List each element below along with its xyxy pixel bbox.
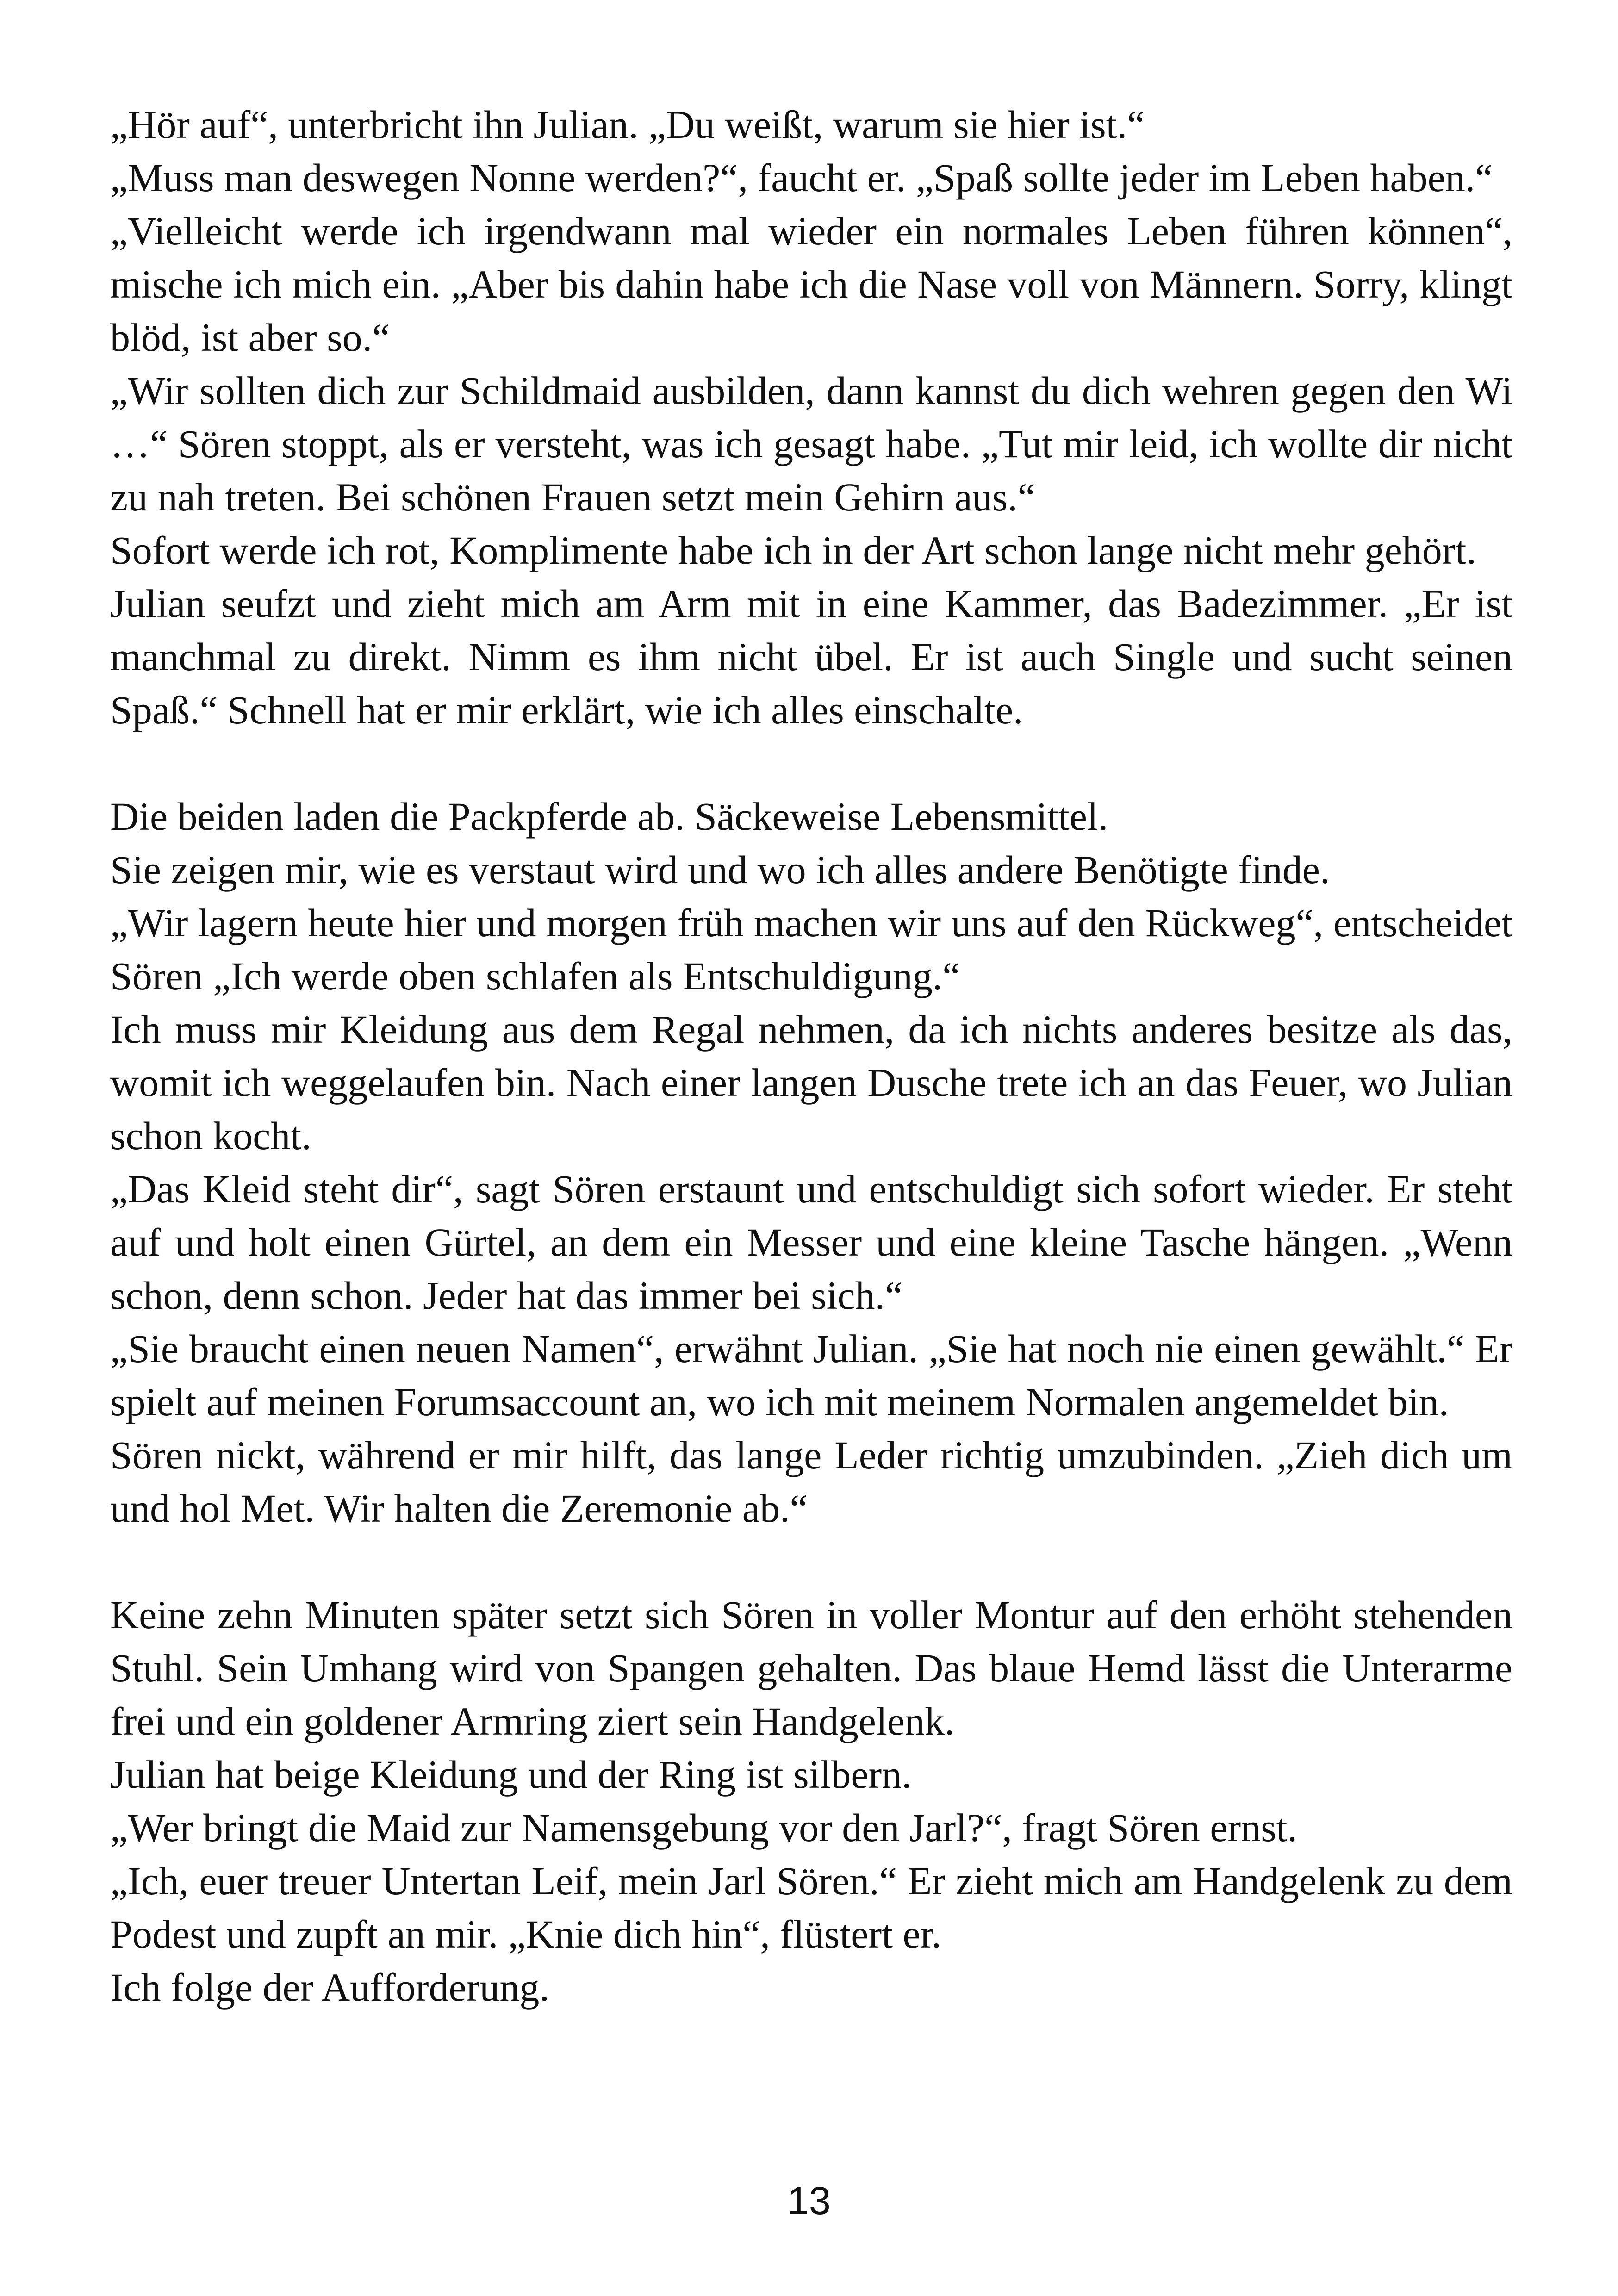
paragraph: „Wir sollten dich zur Schildmaid ausbilden, dann kannst du dich wehren gegen den Wi …“ Sören stoppt, als er versteht, was ich gesagt habe. „Tut mir leid, ich wollte dir nicht zu nah treten. Bei schönen Frauen setzt mein Gehirn aus.“ — [110, 368, 1512, 519]
paragraph: Die beiden laden die Packpferde ab. Säckeweise Lebensmittel. — [110, 794, 1108, 839]
paragraph-gap — [110, 1535, 1512, 1588]
paragraph: Sie zeigen mir, wie es verstaut wird und wo ich alles andere Benötigte finde. — [110, 847, 1330, 892]
paragraph: Ich folge der Aufforderung. — [110, 1965, 549, 2010]
paragraph: „Muss man deswegen Nonne werden?“, faucht er. „Spaß sollte jeder im Leben haben.“ — [110, 156, 1493, 200]
paragraph: „Ich, euer treuer Untertan Leif, mein Jarl Sören.“ Er zieht mich am Handgelenk zu dem Podest und zupft an mir. „Knie dich hin“, flüstert er. — [110, 1859, 1512, 1956]
paragraph: „Wir lagern heute hier und morgen früh machen wir uns auf den Rückweg“, entscheidet Sören „Ich werde oben schlafen als Entschuldigung.“ — [110, 901, 1512, 998]
paragraph: Ich muss mir Kleidung aus dem Regal nehmen, da ich nichts anderes besitze als das, womit ich weggelaufen bin. Nach einer langen Dusche trete ich an das Feuer, wo Julian schon kocht. — [110, 1007, 1512, 1158]
paragraph: Sören nickt, während er mir hilft, das lange Leder richtig umzubinden. „Zieh dich um und hol Met. Wir halten die Zeremonie ab.“ — [110, 1433, 1512, 1531]
paragraph: „Sie braucht einen neuen Namen“, erwähnt Julian. „Sie hat noch nie einen gewählt.“ Er spielt auf meinen Forumsaccount an, wo ich mit meinem Normalen angemeldet bin. — [110, 1326, 1512, 1424]
paragraph-gap — [110, 737, 1512, 790]
paragraph: Julian hat beige Kleidung und der Ring ist silbern. — [110, 1752, 912, 1797]
paragraph: Julian seufzt und zieht mich am Arm mit in eine Kammer, das Badezimmer. „Er ist manchmal zu direkt. Nimm es ihm nicht übel. Er ist auch Single und sucht seinen Spaß.“ Schnell hat er mir erklärt, wie ich alles einschalte. — [110, 581, 1512, 732]
body-text — [110, 98, 1512, 2014]
paragraph: Keine zehn Minuten später setzt sich Sören in voller Montur auf den erhöht stehenden Stuhl. Sein Umhang wird von Spangen gehalten. Das blaue Hemd lässt die Unterarme frei und ein goldener Armring ziert sein Handgelenk. — [110, 1593, 1512, 1743]
paragraph: „Das Kleid steht dir“, sagt Sören erstaunt und entschuldigt sich sofort wieder. Er steht auf und holt einen Gürtel, an dem ein Messer und eine kleine Tasche hängen. „Wenn schon, denn schon. Jeder hat das immer bei sich.“ — [110, 1167, 1512, 1318]
paragraph: „Vielleicht werde ich irgendwann mal wieder ein normales Leben führen können“, mische ich mich ein. „Aber bis dahin habe ich die Nase voll von Männern. Sorry, klingt blöd, ist aber so.“ — [110, 209, 1512, 360]
paragraph: „Hör auf“, unterbricht ihn Julian. „Du weißt, warum sie hier ist.“ — [110, 102, 1145, 147]
paragraph: Sofort werde ich rot, Komplimente habe ich in der Art schon lange nicht mehr gehört. — [110, 528, 1476, 572]
paragraph: „Wer bringt die Maid zur Namensgebung vor den Jarl?“, fragt Sören ernst. — [110, 1805, 1298, 1850]
page-number: 13 — [787, 2179, 831, 2222]
